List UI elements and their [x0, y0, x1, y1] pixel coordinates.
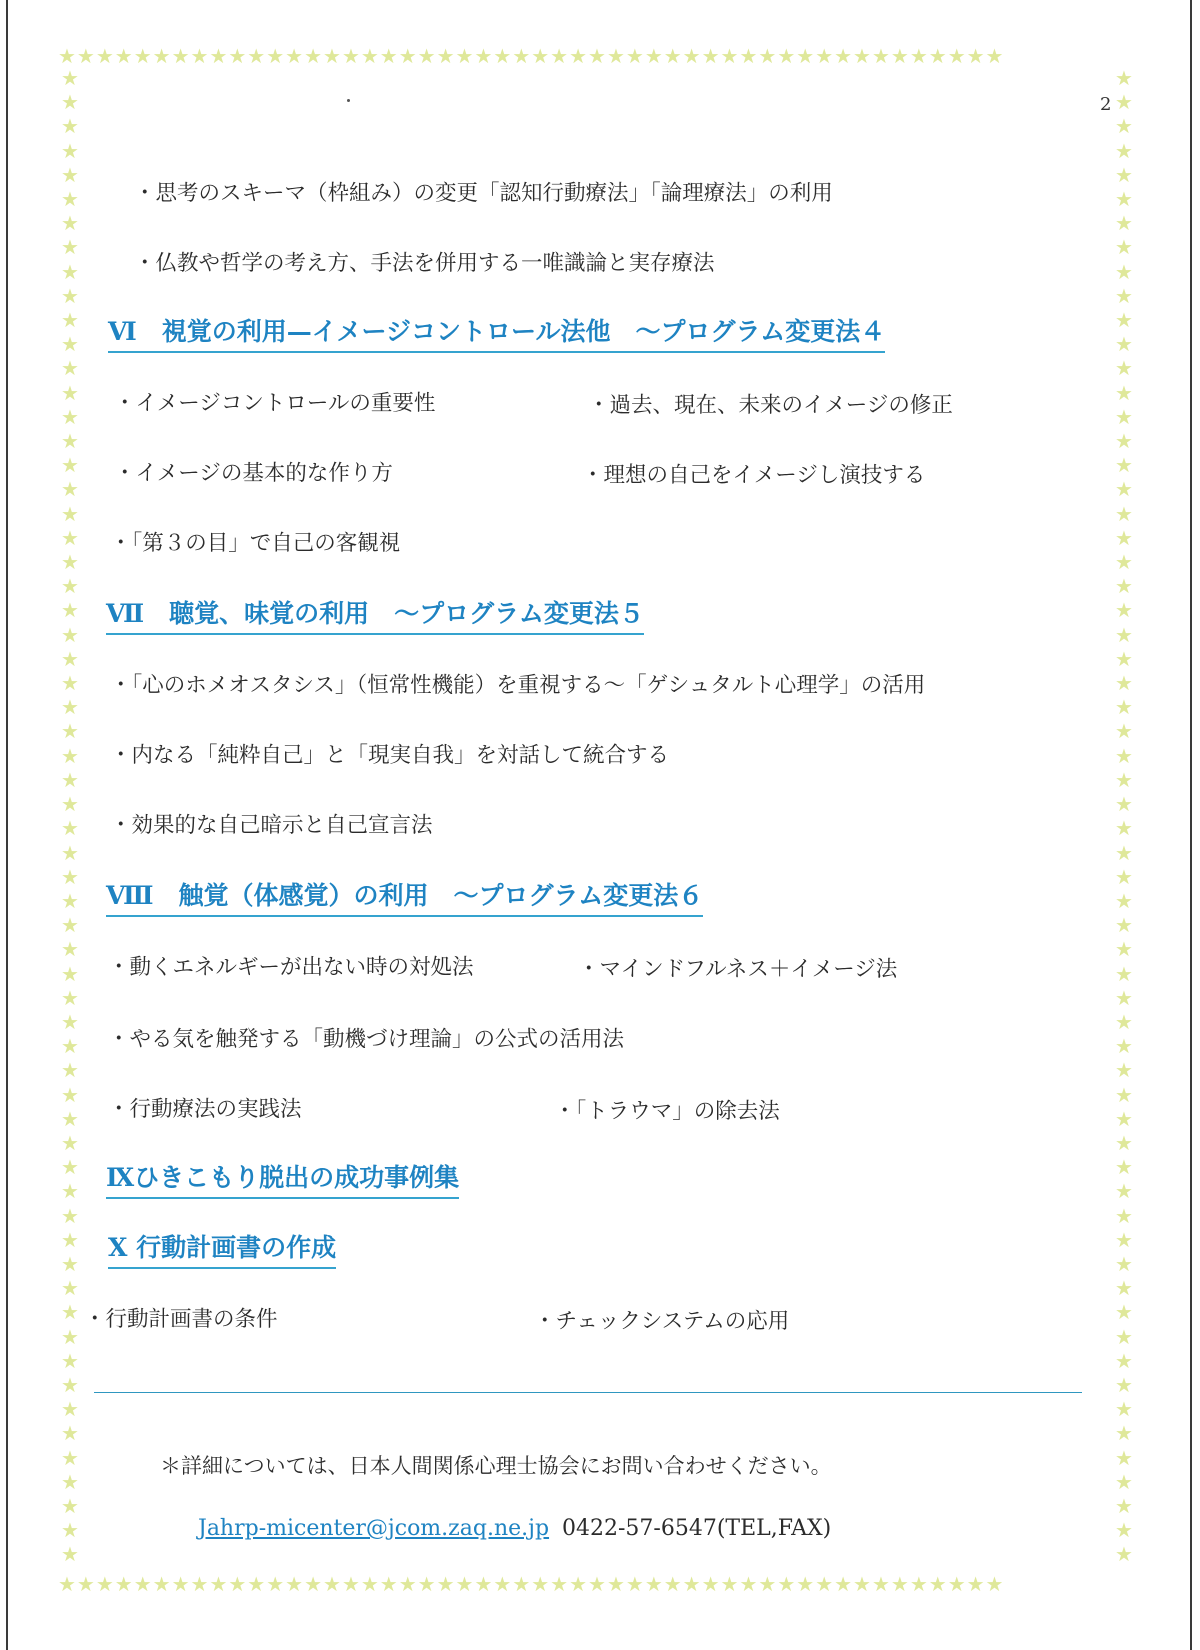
list-item: ・「心のホメオスタシス」（恒常性機能）を重視する～「ゲシュタルト心理学」の活用 [110, 673, 926, 698]
scan-edge-left [6, 0, 8, 1650]
list-item: ・仏教や哲学の考え方、手法を併用する一唯識論と実存療法 [134, 251, 715, 276]
section-heading-6: Ⅵ 視覚の利用—イメージコントロール法他 ～プログラム変更法４ [108, 312, 885, 353]
star-border-right: ★★★★★★★★★★★★★★★★★★★★★★★★★★★★★★★★★★★★★★★★★★★★★★★★★★★★★★★★★★★★★★ [1115, 66, 1133, 1567]
list-item: ・理想の自己をイメージし演技する [582, 463, 926, 488]
list-item: ・チェックシステムの応用 [534, 1309, 790, 1334]
list-item: ・内なる「純粋自己」と「現実自我」を対話して統合する [110, 743, 670, 768]
section-heading-8: Ⅷ 触覚（体感覚）の利用 ～プログラム変更法６ [106, 876, 703, 917]
list-item: ・やる気を触発する「動機づけ理論」の公式の活用法 [108, 1027, 625, 1052]
page-number: 2 [1100, 94, 1112, 115]
star-border-bottom: ★★★★★★★★★★★★★★★★★★★★★★★★★★★★★★★★★★★★★★★★★★★★★★★★★★ [58, 1574, 1005, 1596]
list-item: ・「トラウマ」の除去法 [554, 1099, 780, 1124]
list-item: ・思考のスキーマ（枠組み）の変更「認知行動療法」「論理療法」の利用 [134, 181, 833, 206]
list-item: ・イメージコントロールの重要性 [114, 391, 436, 416]
list-item: ・「第３の目」で自己の客観視 [110, 531, 401, 556]
scan-edge-right [1190, 0, 1192, 1650]
phone-number: 0422-57-6547(TEL,FAX) [562, 1516, 832, 1541]
section-heading-9: Ⅸひきこもり脱出の成功事例集 [106, 1158, 459, 1199]
section-heading-10: Ⅹ 行動計画書の作成 [108, 1228, 336, 1269]
scan-speck [347, 99, 350, 102]
list-item: ・行動計画書の条件 [84, 1307, 278, 1332]
list-item: ・動くエネルギーが出ない時の対処法 [108, 955, 474, 980]
email-link[interactable]: Jahrp-micenter@jcom.zaq.ne.jp [198, 1516, 550, 1541]
list-item: ・イメージの基本的な作り方 [114, 461, 393, 486]
footer-divider [94, 1392, 1082, 1393]
star-border-top: ★★★★★★★★★★★★★★★★★★★★★★★★★★★★★★★★★★★★★★★★★★★★★★★★★★ [58, 46, 1005, 68]
contact-note: ＊詳細については、日本人間関係心理士協会にお問い合わせください。 [160, 1454, 832, 1478]
section-heading-7: Ⅶ 聴覚、味覚の利用 ～プログラム変更法５ [106, 594, 644, 635]
list-item: ・マインドフルネス＋イメージ法 [578, 957, 898, 982]
list-item: ・効果的な自己暗示と自己宣言法 [110, 813, 433, 838]
star-border-left: ★★★★★★★★★★★★★★★★★★★★★★★★★★★★★★★★★★★★★★★★★★★★★★★★★★★★★★★★★★★★★★ [61, 66, 79, 1567]
list-item: ・過去、現在、未来のイメージの修正 [588, 393, 953, 418]
list-item: ・行動療法の実践法 [108, 1097, 302, 1122]
